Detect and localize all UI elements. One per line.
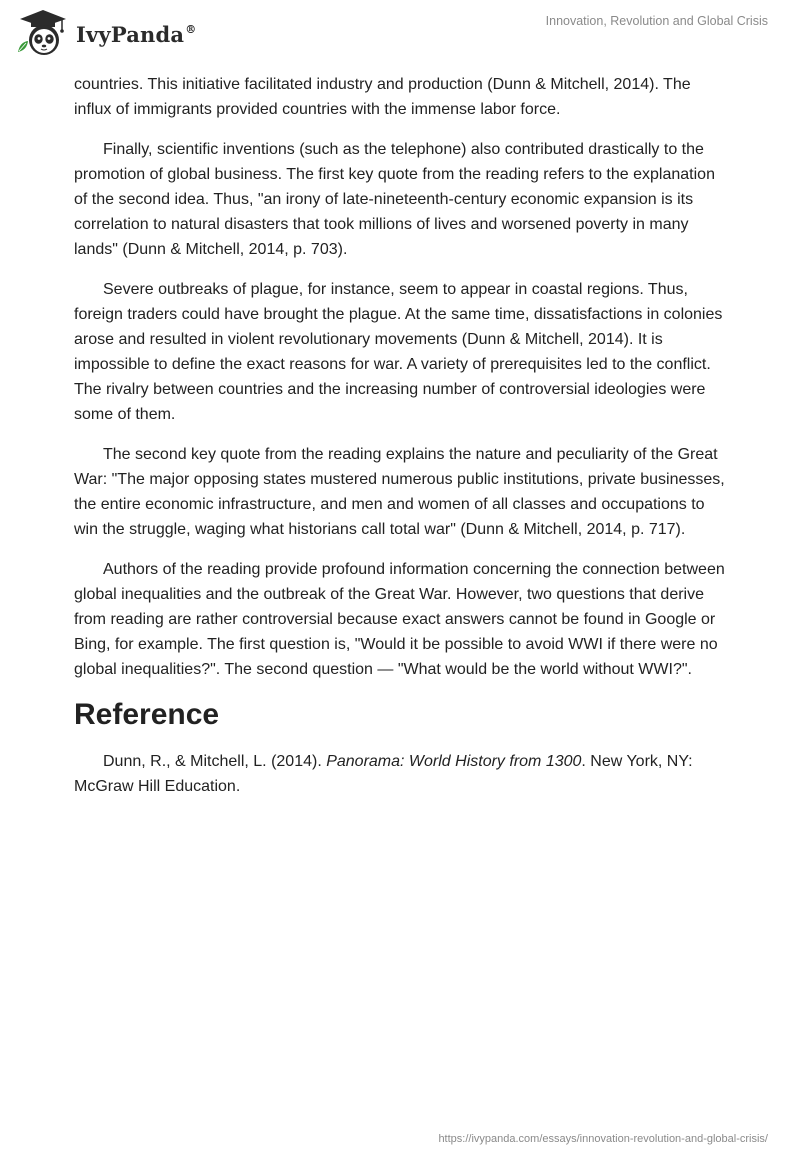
logo-wordmark: IvyPanda® — [76, 21, 197, 47]
reference-title: Panorama: World History from 1300 — [326, 753, 582, 770]
paragraph: Authors of the reading provide profound information concerning the connection between global inequalities and the outbreak of the Great War. However, two questions that derive from reading are rather controversial because exact answers cannot be found in Google or Bing, for example. The first question is, "Would it be possible to avoid WWI if there were no global inequalities?". The second question — "What would be the world without WWI?". — [74, 561, 725, 678]
reference-entry — [74, 749, 728, 799]
ivypanda-logo[interactable] — [14, 8, 196, 58]
panda-graduate-logo-icon — [14, 8, 72, 58]
paragraph: Finally, scientific inventions (such as the telephone) also contributed drastically to the promotion of global business. The first key quote from the reading refers to the explanation of the second idea. Thus, "an irony of late-nineteenth-century economic expansion is its correlation to natural disasters that took millions of lives and worsened poverty in many lands" (Dunn & Mitchell, 2014, p. 703). — [74, 141, 715, 258]
page-header — [0, 0, 800, 66]
reference-authors: Dunn, R., & Mitchell, L. (2014). — [103, 753, 327, 770]
reference-heading: Reference — [74, 698, 220, 731]
reference-publisher: . New York, NY: McGraw Hill Education. — [74, 753, 693, 795]
essay-body — [74, 72, 728, 814]
source-url[interactable]: https://ivypanda.com/essays/innovation-revolution-and-global-crisis/ — [438, 1133, 768, 1145]
paragraph: Severe outbreaks of plague, for instance, seem to appear in coastal regions. Thus, foreign traders could have brought the plague. At the same time, dissatisfactions in colonies arose and resulted in violent revolutionary movements (Dunn & Mitchell, 2014). It is impossible to define the exact reasons for war. A variety of prerequisites led to the conflict. The rivalry between countries and the increasing number of controversial ideologies were some of them. — [74, 281, 723, 423]
document-title: Innovation, Revolution and Global Crisis — [545, 14, 768, 28]
paragraph-continuation: countries. This initiative facilitated industry and production (Dunn & Mitchell, 2014). The influx of immigrants provided countries with the immense labor force. — [74, 76, 691, 118]
paragraph: The second key quote from the reading explains the nature and peculiarity of the Great War: "The major opposing states mustered numerous public institutions, private businesses, the entire economic infrastructure, and men and women of all classes and occupations to win the struggle, waging what historians call total war" (Dunn & Mitchell, 2014, p. 717). — [74, 446, 725, 538]
